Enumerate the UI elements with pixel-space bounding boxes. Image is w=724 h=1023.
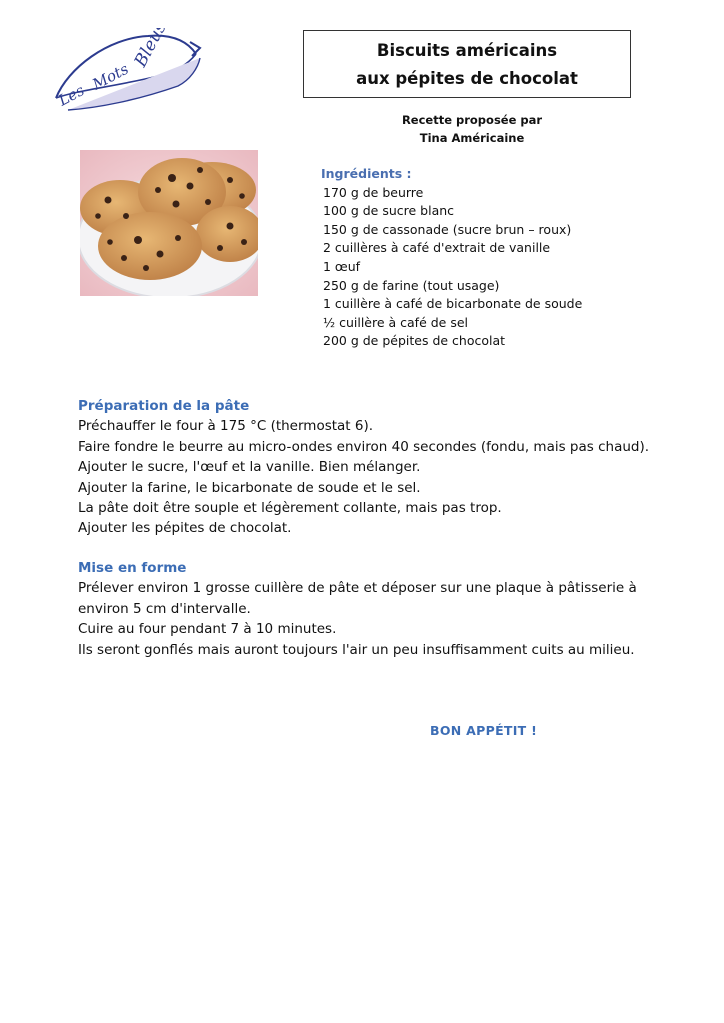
preparation-step: Ajouter le sucre, l'œuf et la vanille. Bien mélanger. — [78, 459, 421, 476]
shaping-title: Mise en forme — [78, 560, 187, 576]
shaping-step: Ils seront gonflés mais auront toujours l'air un peu insuffisamment cuits au milieu. — [78, 641, 635, 658]
cookies-photo — [80, 150, 258, 296]
cookies-image — [80, 150, 258, 296]
logo-icon — [48, 28, 208, 128]
ingredients-list — [323, 184, 582, 351]
ingredient-item: 1 œuf — [323, 258, 361, 274]
credit-line-1: Recette proposée par — [401, 113, 543, 127]
shaping-section — [78, 558, 678, 660]
preparation-step: Faire fondre le beurre au micro-ondes environ 40 secondes (fondu, mais pas chaud). — [78, 438, 650, 455]
ingredient-item: 170 g de beurre — [323, 184, 424, 200]
shaping-step: Cuire au four pendant 7 à 10 minutes. — [78, 621, 337, 638]
closing-text: BON APPÉTIT ! — [430, 723, 538, 738]
ingredients-section — [320, 165, 582, 351]
ingredient-item: 1 cuillère à café de bicarbonate de soude — [323, 296, 583, 312]
preparation-steps — [78, 416, 678, 538]
svg-text:Bleus: Bleus — [130, 28, 171, 71]
preparation-step: Préchauffer le four à 175 °C (thermostat 6). — [78, 418, 374, 435]
preparation-step: Ajouter la farine, le bicarbonate de soude et le sel. — [78, 479, 421, 496]
recipe-credit — [372, 111, 572, 147]
logo — [48, 28, 208, 128]
ingredient-item: 2 cuillères à café d'extrait de vanille — [323, 240, 551, 256]
ingredient-item: 150 g de cassonade (sucre brun – roux) — [323, 221, 572, 237]
preparation-title: Préparation de la pâte — [78, 398, 250, 414]
credit-author: Tina Américaine — [419, 131, 525, 145]
shaping-steps — [78, 578, 678, 660]
ingredient-item: ½ cuillère à café de sel — [323, 314, 469, 330]
preparation-section — [78, 396, 678, 539]
svg-text:Les: Les — [55, 81, 88, 110]
title-line-2: aux pépites de chocolat — [356, 69, 578, 88]
recipe-title-box — [303, 30, 631, 98]
ingredient-item: 200 g de pépites de chocolat — [323, 333, 506, 349]
preparation-step: Ajouter les pépites de chocolat. — [78, 520, 292, 537]
title-line-1: Biscuits américains — [376, 41, 558, 60]
svg-text:Mots: Mots — [89, 59, 132, 94]
shaping-step: Prélever environ 1 grosse cuillère de pâte et déposer sur une plaque à pâtisserie à environ 5 cm d'intervalle. — [78, 580, 637, 617]
ingredients-title: Ingrédients : — [321, 166, 412, 181]
ingredient-item: 250 g de farine (tout usage) — [323, 277, 500, 293]
preparation-step: La pâte doit être souple et légèrement collante, mais pas trop. — [78, 500, 502, 517]
ingredient-item: 100 g de sucre blanc — [323, 203, 455, 219]
